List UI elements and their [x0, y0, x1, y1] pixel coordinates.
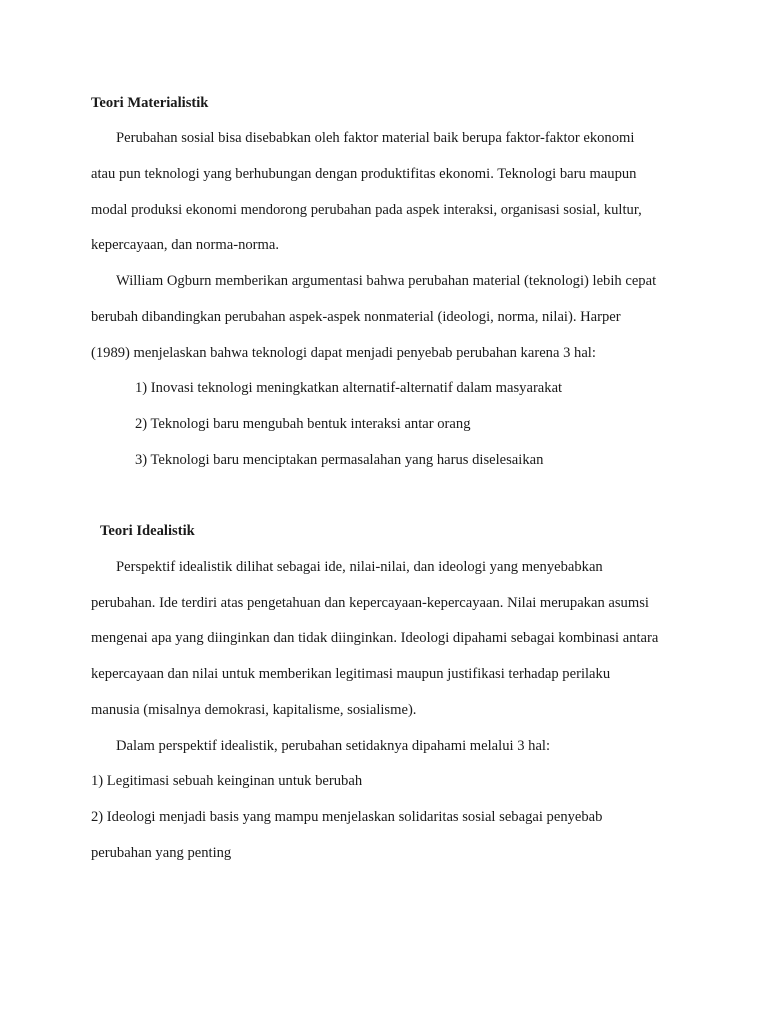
paragraph-line: kepercayaan dan nilai untuk memberikan legitimasi maupun justifikasi terhadap perilaku — [91, 666, 611, 682]
section-heading-materialistik: Teori Materialistik — [91, 95, 209, 111]
paragraph-line: (1989) menjelaskan bahwa teknologi dapat menjadi penyebab perubahan karena 3 hal: — [91, 345, 596, 361]
paragraph-line: mengenai apa yang diinginkan dan tidak diinginkan. Ideologi dipahami sebagai kombinasi antara — [91, 630, 659, 646]
paragraph-line: Perubahan sosial bisa disebabkan oleh faktor material baik berupa faktor-faktor ekonomi — [116, 130, 635, 146]
list-item: 1) Inovasi teknologi meningkatkan alternatif-alternatif dalam masyarakat — [135, 380, 563, 396]
list-item: 2) Ideologi menjadi basis yang mampu menjelaskan solidaritas sosial sebagai penyebab — [91, 809, 603, 825]
list-item: 1) Legitimasi sebuah keinginan untuk berubah — [91, 773, 363, 789]
paragraph-line: modal produksi ekonomi mendorong perubahan pada aspek interaksi, organisasi sosial, kultur, — [91, 202, 642, 218]
paragraph-line: Perspektif idealistik dilihat sebagai ide, nilai-nilai, dan ideologi yang menyebabkan — [116, 559, 603, 575]
section-heading-idealistik: Teori Idealistik — [100, 523, 195, 539]
list-item: 2) Teknologi baru mengubah bentuk interaksi antar orang — [135, 416, 471, 432]
list-item: 3) Teknologi baru menciptakan permasalahan yang harus diselesaikan — [135, 452, 544, 468]
list-item-continuation: perubahan yang penting — [91, 845, 232, 861]
paragraph-line: atau pun teknologi yang berhubungan dengan produktifitas ekonomi. Teknologi baru maupun — [91, 166, 637, 182]
paragraph-line: kepercayaan, dan norma-norma. — [91, 237, 280, 253]
paragraph-line: William Ogburn memberikan argumentasi bahwa perubahan material (teknologi) lebih cepat — [116, 273, 657, 289]
paragraph-line: Dalam perspektif idealistik, perubahan setidaknya dipahami melalui 3 hal: — [116, 738, 551, 754]
paragraph-line: manusia (misalnya demokrasi, kapitalisme, sosialisme). — [91, 702, 417, 718]
paragraph-line: berubah dibandingkan perubahan aspek-aspek nonmaterial (ideologi, norma, nilai). Harper — [91, 309, 621, 325]
paragraph-line: perubahan. Ide terdiri atas pengetahuan dan kepercayaan-kepercayaan. Nilai merupakan asumsi — [91, 595, 649, 611]
